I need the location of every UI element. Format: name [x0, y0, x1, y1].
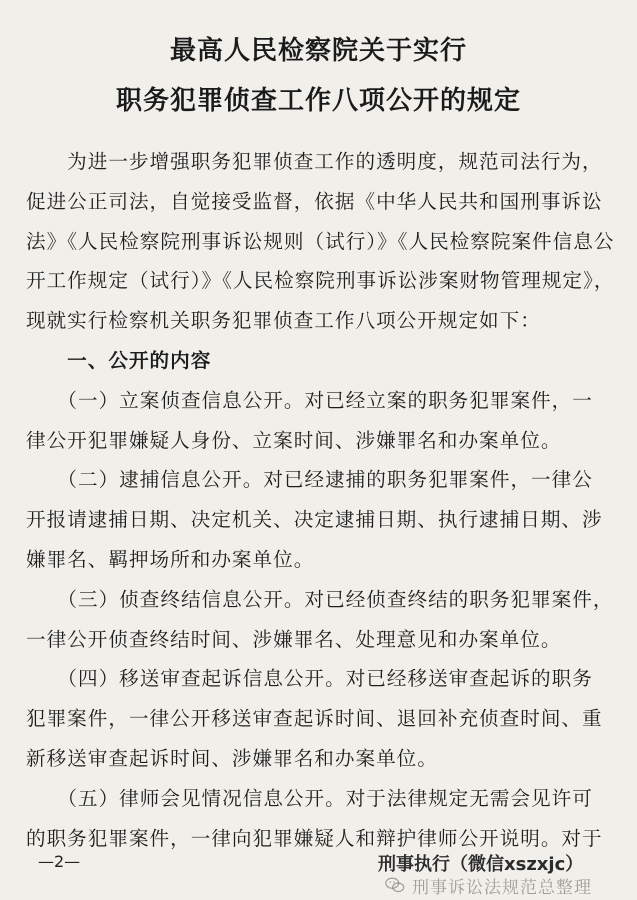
- watermark: [384, 872, 634, 898]
- body-line: 现就实行检察机关职务犯罪侦查工作八项公开规定如下：: [26, 309, 541, 333]
- body-line: 新移送审查起诉时间、涉嫌罪名和办案单位。: [26, 747, 438, 770]
- body-line: 开工作规定（试行）》《人民检察院刑事诉讼涉案财物管理规定》，: [26, 269, 615, 293]
- page-number: —2—: [38, 852, 81, 871]
- watermark-text: 刑事诉讼法规范总整理: [412, 877, 592, 898]
- body-line: 促进公正司法，自觉接受监督，依据《中华人民共和国刑事诉讼: [26, 189, 603, 213]
- document-title-line2: 职务犯罪侦查工作八项公开的规定: [115, 86, 521, 116]
- wechat-icon: [384, 874, 406, 896]
- body-line: 法》《人民检察院刑事诉讼规则（试行）》《人民检察院案件信息公: [26, 229, 615, 253]
- body-line: （三）侦查终结信息公开。对已经侦查终结的职务犯罪案件，: [26, 587, 614, 611]
- section-heading: 一、公开的内容: [26, 349, 212, 372]
- body-line: 律公开犯罪嫌疑人身份、立案时间、涉嫌罪名和办案单位。: [26, 428, 562, 452]
- body-line: （五）律师会见情况信息公开。对于法律规定无需会见许可: [26, 786, 593, 810]
- body-line: （一）立案侦查信息公开。对已经立案的职务犯罪案件，一: [26, 388, 593, 412]
- body-line: 一律公开侦查终结时间、涉嫌罪名、处理意见和办案单位。: [26, 627, 562, 651]
- body-line: （二）逮捕信息公开。对已经逮捕的职务犯罪案件，一律公: [26, 468, 593, 492]
- body-line: （四）移送审查起诉信息公开。对已经移送审查起诉的职务: [26, 667, 593, 691]
- body-line: 嫌罪名、羁押场所和办案单位。: [26, 548, 315, 571]
- body-line: 的职务犯罪案件，一律向犯罪嫌疑人和辩护律师公开说明。对于: [26, 826, 603, 850]
- body-line: 开报请逮捕日期、决定机关、决定逮捕日期、执行逮捕日期、涉: [26, 508, 603, 532]
- body-line: 犯罪案件，一律公开移送审查起诉时间、退回补充侦查时间、重: [26, 707, 603, 731]
- watermark-account: 刑事执行（微信xszxjc）: [378, 854, 584, 875]
- body-line: 为进一步增强职务犯罪侦查工作的透明度，规范司法行为，: [26, 150, 603, 173]
- document-title-line1: 最高人民检察院关于实行: [169, 36, 467, 66]
